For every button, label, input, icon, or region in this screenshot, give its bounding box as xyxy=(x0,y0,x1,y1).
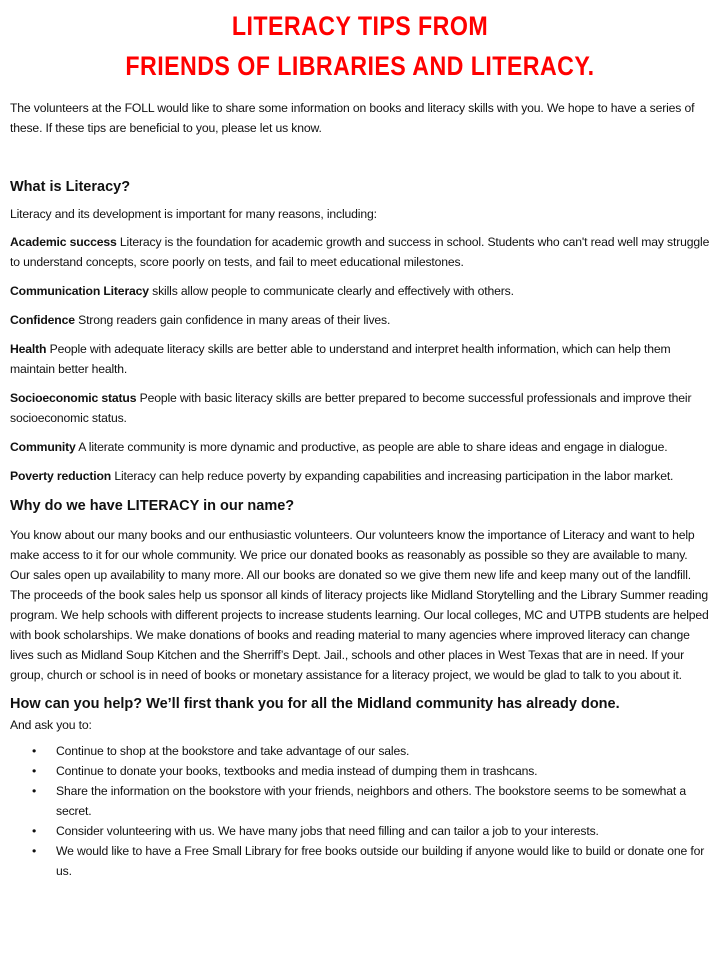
reason-term: Academic success xyxy=(10,235,117,249)
reason-item xyxy=(10,232,710,272)
document-page xyxy=(0,6,720,881)
reason-text: skills allow people to communicate clearly and effectively with others. xyxy=(148,284,514,298)
reason-term: Communication Literacy xyxy=(10,284,149,298)
reason-term: Socioeconomic status xyxy=(10,391,137,405)
title-line-2: FRIENDS OF LIBRARIES AND LITERACY. xyxy=(125,51,595,81)
bullet-icon: • xyxy=(32,784,37,798)
reason-term: Confidence xyxy=(10,313,75,327)
heading-what-is-literacy: What is Literacy? xyxy=(10,179,131,195)
bullet-icon: • xyxy=(32,744,37,758)
what-lead: Literacy and its development is important for many reasons, including: xyxy=(10,207,377,221)
reason-term: Poverty reduction xyxy=(10,469,112,483)
help-list-item xyxy=(32,781,710,821)
reason-text: Strong readers gain confidence in many areas of their lives. xyxy=(74,313,391,327)
reason-text: Literacy can help reduce poverty by expanding capabilities and increasing participation in the labor market. xyxy=(111,469,674,483)
help-item-text: Share the information on the bookstore with your friends, neighbors and others. The bookstore seems to be somewhat a secret. xyxy=(56,784,687,818)
intro-paragraph: The volunteers at the FOLL would like to share some information on books and literacy skills with you. We hope to have a series of these. If these tips are beneficial to you, please let us know. xyxy=(10,101,695,135)
reason-item xyxy=(10,281,710,301)
title-line-1: LITERACY TIPS FROM xyxy=(231,11,489,41)
help-item-text: Consider volunteering with us. We have many jobs that need filling and can tailor a job to your interests. xyxy=(56,824,599,838)
document-title xyxy=(59,6,661,86)
reason-text: People with adequate literacy skills are better able to understand and interpret health information, which can help them maintain better health. xyxy=(10,342,671,376)
how-lead: And ask you to: xyxy=(10,718,92,732)
help-list xyxy=(10,741,710,881)
reason-item xyxy=(10,339,710,379)
reason-term: Community xyxy=(10,440,76,454)
bullet-icon: • xyxy=(32,844,37,858)
help-list-item xyxy=(32,741,710,761)
reason-item xyxy=(10,388,710,428)
reason-item xyxy=(10,437,710,457)
reason-text: A literate community is more dynamic and productive, as people are able to share ideas and engage in dialogue. xyxy=(75,440,668,454)
literacy-reasons-list xyxy=(10,232,710,486)
help-item-text: Continue to shop at the bookstore and take advantage of our sales. xyxy=(56,744,410,758)
help-list-item xyxy=(32,841,710,881)
bullet-icon: • xyxy=(32,764,37,778)
heading-how-can-you-help: How can you help? We’ll first thank you for all the Midland community has already done. xyxy=(10,696,620,712)
bullet-icon: • xyxy=(32,824,37,838)
reason-item xyxy=(10,310,710,330)
help-list-item xyxy=(32,821,710,841)
reason-text: People with basic literacy skills are better prepared to become successful professionals and improve their socioeconomic status. xyxy=(10,391,692,425)
heading-why-literacy: Why do we have LITERACY in our name? xyxy=(10,498,295,514)
reason-item xyxy=(10,466,710,486)
help-item-text: Continue to donate your books, textbooks and media instead of dumping them in trashcans. xyxy=(56,764,538,778)
why-paragraph: You know about our many books and our enthusiastic volunteers. Our volunteers know the importance of Literacy and want to help make access to it for our whole community. We price our donated books as reasonably as possible so they are available to many. Our sales open up availability to many more. All our books are donated so we give them new life and keep many out of the landfill. The proceeds of the book sales help us sponsor all kinds of literacy projects like Midland Storytelling and the Library Summer reading program. We help schools with different projects to increase students learning. Our local colleges, MC and UTPB students are helped with book scholarships. We make donations of books and reading material to many agencies where improved literacy can change lives such as Midland Soup Kitchen and the Sherriff’s Dept. Jail., schools and other places in West Texas that are in need. If your group, church or school is in need of books or monetary assistance for a literacy project, we would be glad to talk to you about it. xyxy=(10,528,709,682)
help-list-item xyxy=(32,761,710,781)
help-item-text: We would like to have a Free Small Library for free books outside our building if anyone would like to build or donate one for us. xyxy=(56,844,705,878)
reason-text: Literacy is the foundation for academic growth and success in school. Students who can't read well may struggle to understand concepts, score poorly on tests, and fail to meet educational milestones. xyxy=(10,235,710,269)
reason-term: Health xyxy=(10,342,47,356)
